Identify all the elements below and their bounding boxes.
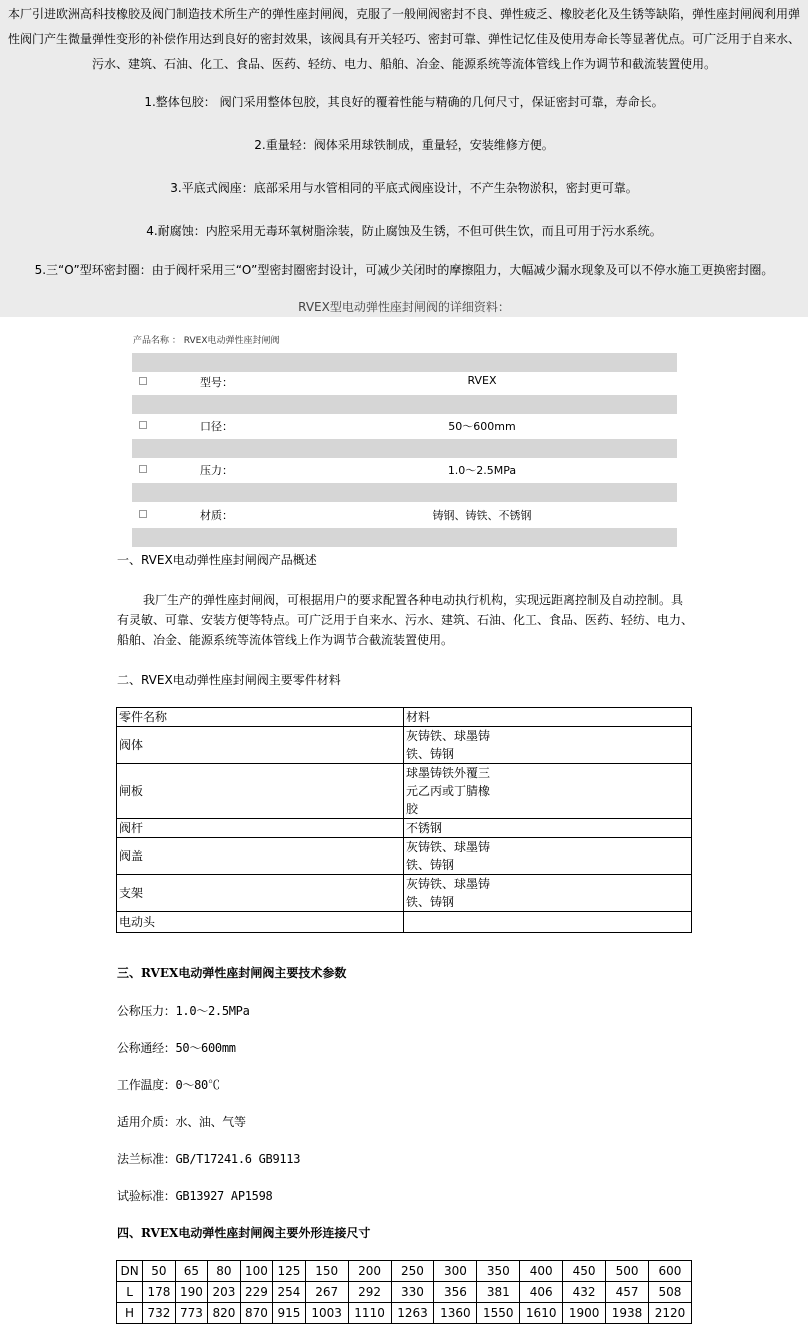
dimension-cell: 381 — [477, 1282, 520, 1303]
property-row — [132, 370, 677, 395]
material-line: 灰铸铁、球墨铸 — [406, 729, 491, 743]
dimension-cell: 1550 — [477, 1303, 520, 1324]
property-row — [132, 503, 677, 528]
material-cell — [404, 764, 692, 819]
dimension-cell: 1900 — [563, 1303, 606, 1324]
dimension-cell: 1110 — [348, 1303, 391, 1324]
divider-band — [132, 395, 677, 414]
dimension-cell: 250 — [391, 1261, 434, 1282]
intro-paragraph: 本厂引进欧洲高科技橡胶及阀门制造技术所生产的弹性座封闸阀，克服了一般闸阀密封不良、弹性疲乏、橡胶老化及生锈等缺陷，弹性座封闸阀利用弹性阀门产生微量弹性变形的补偿作用达到良好的密封效果，该阀具有开关轻巧、密封可靠、弹性记忆佳及使用寿命长等显著优点。可广泛用于自来水、污水、建筑、石油、化工、食品、医药、轻纺、电力、船舶、冶金、能源系统等流体管线上作为调节和截流装置使用。 — [7, 7, 800, 71]
dimension-cell: 732 — [143, 1303, 176, 1324]
material-line: 灰铸铁、球墨铸 — [406, 877, 491, 891]
dimension-cell: 1610 — [520, 1303, 563, 1324]
divider-band — [132, 528, 677, 547]
dimensions-table — [116, 1260, 692, 1324]
dimension-cell: 820 — [208, 1303, 241, 1324]
section-heading: 四、RVEX电动弹性座封闸阀主要外形连接尺寸 — [117, 1226, 371, 1240]
table-row — [117, 1261, 692, 1282]
property-key: 型号： — [200, 376, 233, 389]
property-value: 1.0～2.5MPa — [447, 464, 517, 477]
dimension-cell: 178 — [143, 1282, 176, 1303]
product-name: 产品名称 ： RVEX电动弹性座封闸阀 — [133, 336, 280, 346]
row-label-cell: L — [117, 1282, 143, 1303]
property-row — [132, 414, 677, 439]
property-key: 口径： — [200, 420, 233, 433]
feature-item: 3.平底式阀座：底部采用与水管相同的平底式阀座设计，不产生杂物淤积，密封更可靠。 — [170, 181, 638, 195]
feature-item: 1.整体包胶： 阀门采用整体包胶，其良好的覆着性能与精确的几何尺寸，保证密封可靠，寿命长。 — [144, 95, 664, 109]
table-row — [117, 1303, 692, 1324]
parts-table — [116, 707, 692, 933]
dimension-cell: 432 — [563, 1282, 606, 1303]
dimension-cell: 457 — [606, 1282, 649, 1303]
dimension-cell: 773 — [175, 1303, 208, 1324]
feature-item: 4.耐腐蚀：内腔采用无毒环氧树脂涂装，防止腐蚀及生锈，不但可供生饮，而且可用于污水系统。 — [146, 224, 662, 238]
spec-line: 工作温度：0～80℃ — [117, 1078, 220, 1092]
material-line: 铁、铸钢 — [406, 747, 455, 761]
section-paragraph — [117, 590, 693, 650]
property-value: 铸钢、铸铁、不锈钢 — [432, 509, 532, 522]
dimension-cell: 292 — [348, 1282, 391, 1303]
spec-line: 公称压力：1.0～2.5MPa — [117, 1004, 250, 1018]
table-row — [117, 819, 692, 838]
dimension-cell: 915 — [273, 1303, 306, 1324]
dimension-cell: 200 — [348, 1261, 391, 1282]
dimension-cell: 400 — [520, 1261, 563, 1282]
material-cell — [404, 838, 692, 875]
dimension-cell: 100 — [240, 1261, 273, 1282]
dimension-cell: 150 — [305, 1261, 348, 1282]
dimension-cell: 508 — [648, 1282, 691, 1303]
spec-line: 适用介质：水、油、气等 — [117, 1115, 246, 1129]
property-value: RVEX — [467, 374, 497, 387]
material-line: 元乙丙或丁腈橡 — [406, 784, 491, 798]
dimension-cell: 450 — [563, 1261, 606, 1282]
feature-item: 5.三“O”型环密封圈：由于阀杆采用三“O”型密封圈密封设计，可减少关闭时的摩擦阻力，大幅减少漏水现象及可以不停水施工更换密封圈。 — [34, 263, 774, 277]
material-cell — [404, 875, 692, 912]
dimension-cell: 50 — [143, 1261, 176, 1282]
dimension-cell: 300 — [434, 1261, 477, 1282]
property-value: 50～600mm — [448, 420, 516, 433]
section-heading: 三、RVEX电动弹性座封闸阀主要技术参数 — [117, 966, 347, 980]
dimension-cell: 350 — [477, 1261, 520, 1282]
divider-band — [132, 483, 677, 502]
dimension-cell: 2120 — [648, 1303, 691, 1324]
section-heading: 二、RVEX电动弹性座封闸阀主要零件材料 — [117, 673, 341, 687]
material-line: 胶 — [406, 802, 419, 816]
paragraph-text: 我厂生产的弹性座封闸阀，可根据用户的要求配置各种电动执行机构，实现远距离控制及自动控制。具有灵敏、可靠、安装方便等特点。可广泛用于自来水、污水、建筑、石油、化工、食品、医药、轻纺、电力、船舶、冶金、能源系统等流体管线上作为调节合截流装置使用。 — [117, 593, 694, 647]
checkbox[interactable] — [139, 421, 147, 429]
detail-title: RVEX型电动弹性座封闸阀的详细资料： — [298, 300, 510, 314]
dimension-cell: 330 — [391, 1282, 434, 1303]
divider-band — [132, 439, 677, 458]
checkbox[interactable] — [139, 510, 147, 518]
spec-line: 法兰标准：GB/T17241.6 GB9113 — [117, 1152, 301, 1166]
dimension-cell: 80 — [208, 1261, 241, 1282]
part-name: 支架 — [117, 875, 404, 912]
part-name: 阀体 — [117, 727, 404, 764]
table-row — [117, 912, 692, 933]
dimension-cell: 356 — [434, 1282, 477, 1303]
table-row — [117, 764, 692, 819]
material-line: 球墨铸铁外覆三 — [406, 766, 491, 780]
dimension-cell: 870 — [240, 1303, 273, 1324]
part-name: 电动头 — [117, 912, 404, 933]
material-cell — [404, 727, 692, 764]
section-heading: 一、RVEX电动弹性座封闸阀产品概述 — [117, 553, 317, 567]
table-row — [117, 875, 692, 912]
property-row — [132, 458, 677, 483]
intro-section — [0, 0, 808, 317]
dimension-cell: 1938 — [606, 1303, 649, 1324]
dimension-cell: 125 — [273, 1261, 306, 1282]
dimension-cell: 203 — [208, 1282, 241, 1303]
dimension-cell: 65 — [175, 1261, 208, 1282]
material-line: 铁、铸钢 — [406, 895, 455, 909]
checkbox[interactable] — [139, 377, 147, 385]
dimension-cell: 190 — [175, 1282, 208, 1303]
property-key: 压力： — [200, 464, 233, 477]
property-key: 材质： — [200, 509, 233, 522]
dimension-cell: 254 — [273, 1282, 306, 1303]
table-header-cell: 材料 — [404, 708, 692, 727]
dimension-cell: 267 — [305, 1282, 348, 1303]
dimension-cell: 1003 — [305, 1303, 348, 1324]
feature-item: 2.重量轻：阀体采用球铁制成，重量轻，安装维修方便。 — [254, 138, 554, 152]
row-label-cell: H — [117, 1303, 143, 1324]
material-line: 不锈钢 — [406, 821, 443, 835]
material-cell — [404, 819, 692, 838]
dimension-cell: 600 — [648, 1261, 691, 1282]
dimension-cell: 500 — [606, 1261, 649, 1282]
part-name: 阀盖 — [117, 838, 404, 875]
dimension-cell: 229 — [240, 1282, 273, 1303]
row-label-cell: DN — [117, 1261, 143, 1282]
material-line: 铁、铸钢 — [406, 858, 455, 872]
dimension-cell: 1360 — [434, 1303, 477, 1324]
table-row — [117, 838, 692, 875]
table-header-cell: 零件名称 — [117, 708, 404, 727]
part-name: 阀杆 — [117, 819, 404, 838]
table-row — [117, 727, 692, 764]
part-name: 闸板 — [117, 764, 404, 819]
spec-line: 试验标准：GB13927 AP1598 — [117, 1189, 273, 1203]
checkbox[interactable] — [139, 465, 147, 473]
material-line: 灰铸铁、球墨铸 — [406, 840, 491, 854]
dimension-cell: 406 — [520, 1282, 563, 1303]
dimension-cell: 1263 — [391, 1303, 434, 1324]
table-header-row — [117, 708, 692, 727]
material-cell — [404, 912, 692, 933]
spec-line: 公称通经：50～600mm — [117, 1041, 236, 1055]
table-row — [117, 1282, 692, 1303]
